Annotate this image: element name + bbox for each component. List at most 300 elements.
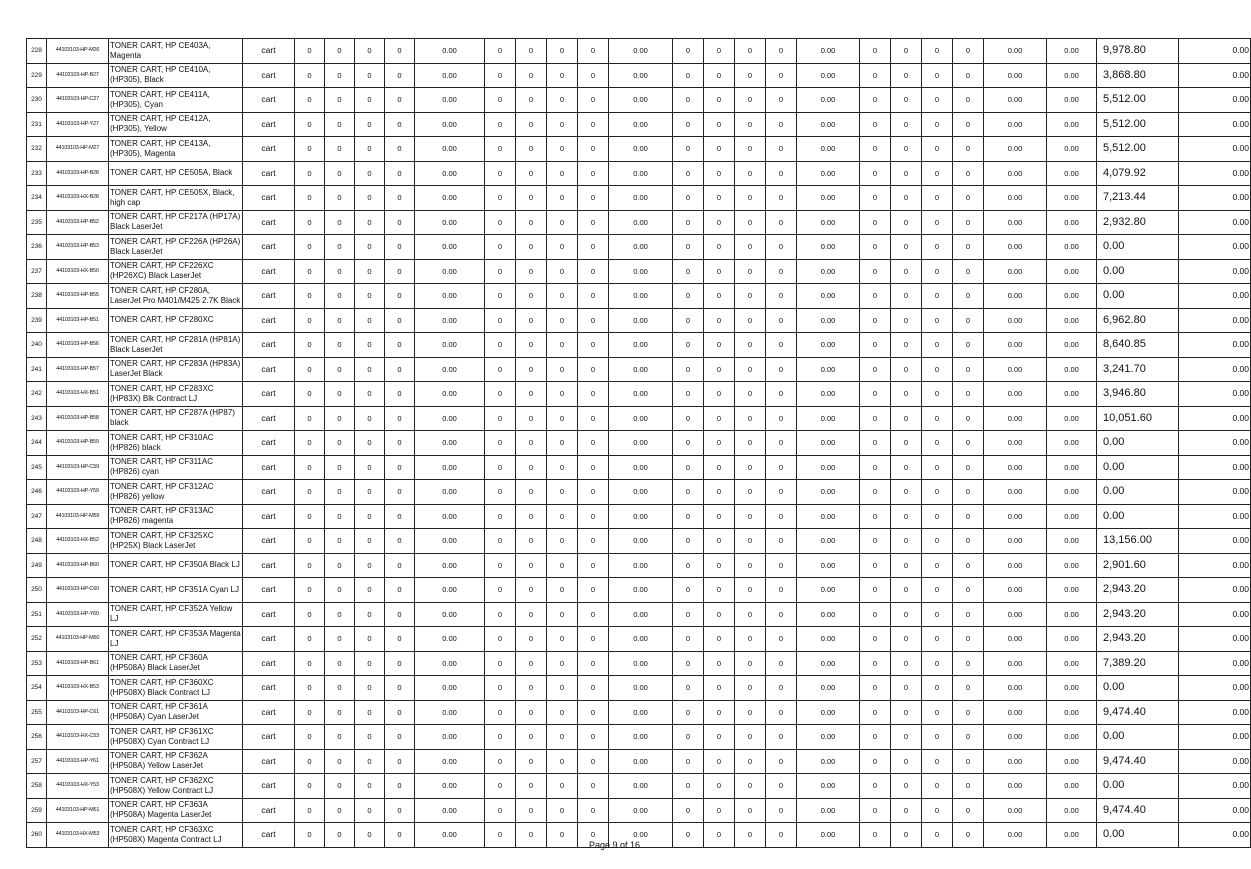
amount-cell: 0.00: [984, 284, 1047, 309]
qty-cell: 0: [735, 431, 766, 456]
item-code: 44103103-HX-Y53: [47, 774, 109, 799]
qty-cell: 0: [295, 112, 325, 137]
amount-cell: 0.00: [797, 602, 860, 627]
amount-cell: 0.00: [415, 578, 485, 603]
qty-cell: 0: [891, 529, 922, 554]
qty-cell: 0: [860, 774, 891, 799]
qty-cell: 0: [860, 504, 891, 529]
amount-cell: 0.00: [797, 235, 860, 260]
qty-cell: 0: [953, 602, 984, 627]
amount-cell: 0.00: [415, 798, 485, 823]
qty-cell: 0: [953, 798, 984, 823]
qty-cell: 0: [547, 578, 578, 603]
qty-cell: 0: [578, 382, 609, 407]
unit-price: 6,962.80: [1097, 308, 1179, 333]
table-row: [27, 357, 1251, 382]
qty-cell: 0: [355, 112, 385, 137]
qty-cell: 0: [673, 284, 704, 309]
qty-cell: 0: [953, 357, 984, 382]
amount-cell: 0.00: [797, 63, 860, 88]
qty-cell: 0: [735, 112, 766, 137]
qty-cell: 0: [922, 676, 953, 701]
qty-cell: 0: [385, 161, 415, 186]
row-number: 256: [27, 725, 47, 750]
item-description: TONER CART, HP CF312AC (HP826) yellow: [109, 480, 243, 505]
qty-cell: 0: [735, 480, 766, 505]
table-row: [27, 333, 1251, 358]
row-number: 247: [27, 504, 47, 529]
qty-cell: 0: [295, 88, 325, 113]
table-row: [27, 161, 1251, 186]
total-amount-cell: 0.00: [1179, 651, 1251, 676]
row-number: 246: [27, 480, 47, 505]
qty-cell: 0: [953, 480, 984, 505]
item-description: TONER CART, HP CF350A Black LJ: [109, 553, 243, 578]
amount-cell: 0.00: [797, 823, 860, 848]
unit-price: 2,932.80: [1097, 210, 1179, 235]
qty-cell: 0: [922, 357, 953, 382]
qty-cell: 0: [385, 480, 415, 505]
qty-cell: 0: [485, 602, 516, 627]
qty-cell: 0: [766, 112, 797, 137]
qty-cell: 0: [385, 308, 415, 333]
qty-cell: 0: [735, 676, 766, 701]
qty-cell: 0: [673, 480, 704, 505]
qty-cell: 0: [325, 651, 355, 676]
qty-cell: 0: [578, 749, 609, 774]
qty-cell: 0: [355, 749, 385, 774]
amount-cell: 0.00: [415, 431, 485, 456]
amount-cell: 0.00: [609, 161, 673, 186]
qty-cell: 0: [385, 235, 415, 260]
qty-cell: 0: [385, 455, 415, 480]
amount-cell: 0.00: [984, 63, 1047, 88]
qty-cell: 0: [578, 259, 609, 284]
qty-cell: 0: [766, 137, 797, 162]
qty-cell: 0: [891, 455, 922, 480]
qty-cell: 0: [766, 602, 797, 627]
qty-cell: 0: [673, 725, 704, 750]
amount-cell: 0.00: [984, 357, 1047, 382]
qty-cell: 0: [766, 725, 797, 750]
unit-of-measure: cart: [243, 480, 295, 505]
qty-cell: 0: [704, 161, 735, 186]
qty-cell: 0: [673, 137, 704, 162]
row-number: 243: [27, 406, 47, 431]
qty-cell: 0: [485, 700, 516, 725]
qty-cell: 0: [325, 88, 355, 113]
qty-cell: 0: [325, 578, 355, 603]
qty-cell: 0: [385, 504, 415, 529]
item-description: TONER CART, HP CF226XC (HP26XC) Black LaserJet: [109, 259, 243, 284]
total-amount-cell: 0.00: [1179, 382, 1251, 407]
amount-cell: 0.00: [797, 161, 860, 186]
qty-cell: 0: [922, 749, 953, 774]
qty-cell: 0: [704, 823, 735, 848]
qty-cell: 0: [953, 700, 984, 725]
qty-cell: 0: [891, 578, 922, 603]
qty-cell: 0: [578, 186, 609, 211]
qty-cell: 0: [516, 308, 547, 333]
unit-price: 2,943.20: [1097, 578, 1179, 603]
qty-cell: 0: [704, 112, 735, 137]
qty-cell: 0: [516, 235, 547, 260]
amount-cell: 0.00: [984, 651, 1047, 676]
qty-cell: 0: [891, 725, 922, 750]
qty-cell: 0: [355, 308, 385, 333]
amount-cell: 0.00: [415, 259, 485, 284]
qty-cell: 0: [735, 137, 766, 162]
qty-cell: 0: [325, 235, 355, 260]
qty-cell: 0: [485, 161, 516, 186]
qty-cell: 0: [860, 725, 891, 750]
qty-cell: 0: [578, 823, 609, 848]
qty-cell: 0: [922, 725, 953, 750]
qty-cell: 0: [516, 676, 547, 701]
qty-cell: 0: [735, 406, 766, 431]
item-description: TONER CART, HP CF313AC (HP826) magenta: [109, 504, 243, 529]
amount-cell: 0.00: [984, 406, 1047, 431]
amount-cell: 0.00: [609, 798, 673, 823]
qty-cell: 0: [766, 455, 797, 480]
amount-cell: 0.00: [797, 137, 860, 162]
qty-cell: 0: [547, 63, 578, 88]
total-qty-cell: 0.00: [1047, 480, 1097, 505]
qty-cell: 0: [922, 578, 953, 603]
qty-cell: 0: [922, 651, 953, 676]
qty-cell: 0: [891, 431, 922, 456]
item-description: TONER CART, HP CF351A Cyan LJ: [109, 578, 243, 603]
qty-cell: 0: [891, 676, 922, 701]
amount-cell: 0.00: [984, 627, 1047, 652]
amount-cell: 0.00: [797, 284, 860, 309]
item-description: TONER CART, HP CF362XC (HP508X) Yellow Contract LJ: [109, 774, 243, 799]
qty-cell: 0: [891, 235, 922, 260]
qty-cell: 0: [673, 235, 704, 260]
qty-cell: 0: [735, 553, 766, 578]
qty-cell: 0: [355, 676, 385, 701]
qty-cell: 0: [735, 504, 766, 529]
qty-cell: 0: [485, 63, 516, 88]
amount-cell: 0.00: [609, 308, 673, 333]
qty-cell: 0: [735, 798, 766, 823]
total-qty-cell: 0.00: [1047, 284, 1097, 309]
qty-cell: 0: [325, 39, 355, 64]
qty-cell: 0: [516, 259, 547, 284]
qty-cell: 0: [891, 553, 922, 578]
qty-cell: 0: [735, 161, 766, 186]
table-row: [27, 798, 1251, 823]
unit-of-measure: cart: [243, 627, 295, 652]
qty-cell: 0: [578, 88, 609, 113]
qty-cell: 0: [385, 88, 415, 113]
qty-cell: 0: [766, 210, 797, 235]
qty-cell: 0: [704, 431, 735, 456]
item-description: TONER CART, HP CE403A, Magenta: [109, 39, 243, 64]
unit-price: 9,474.40: [1097, 700, 1179, 725]
qty-cell: 0: [355, 700, 385, 725]
table-row: [27, 112, 1251, 137]
qty-cell: 0: [325, 700, 355, 725]
qty-cell: 0: [355, 284, 385, 309]
amount-cell: 0.00: [984, 431, 1047, 456]
qty-cell: 0: [735, 39, 766, 64]
qty-cell: 0: [578, 774, 609, 799]
qty-cell: 0: [673, 186, 704, 211]
item-code: 44103103-HP-C27: [47, 88, 109, 113]
table-row: [27, 676, 1251, 701]
item-description: TONER CART, HP CF283XC (HP83X) Blk Contract LJ: [109, 382, 243, 407]
qty-cell: 0: [578, 529, 609, 554]
qty-cell: 0: [485, 774, 516, 799]
qty-cell: 0: [766, 798, 797, 823]
amount-cell: 0.00: [984, 725, 1047, 750]
qty-cell: 0: [516, 406, 547, 431]
unit-of-measure: cart: [243, 308, 295, 333]
qty-cell: 0: [891, 504, 922, 529]
item-description: TONER CART, HP CF361XC (HP508X) Cyan Contract LJ: [109, 725, 243, 750]
row-number: 232: [27, 137, 47, 162]
row-number: 254: [27, 676, 47, 701]
amount-cell: 0.00: [609, 88, 673, 113]
total-qty-cell: 0.00: [1047, 455, 1097, 480]
table-row: [27, 480, 1251, 505]
qty-cell: 0: [485, 259, 516, 284]
amount-cell: 0.00: [415, 725, 485, 750]
qty-cell: 0: [578, 308, 609, 333]
qty-cell: 0: [860, 529, 891, 554]
qty-cell: 0: [953, 333, 984, 358]
qty-cell: 0: [578, 406, 609, 431]
qty-cell: 0: [735, 382, 766, 407]
qty-cell: 0: [385, 357, 415, 382]
total-qty-cell: 0.00: [1047, 504, 1097, 529]
qty-cell: 0: [860, 259, 891, 284]
qty-cell: 0: [922, 333, 953, 358]
unit-price: 5,512.00: [1097, 137, 1179, 162]
qty-cell: 0: [673, 112, 704, 137]
total-qty-cell: 0.00: [1047, 700, 1097, 725]
qty-cell: 0: [766, 700, 797, 725]
qty-cell: 0: [295, 627, 325, 652]
row-number: 253: [27, 651, 47, 676]
amount-cell: 0.00: [609, 112, 673, 137]
amount-cell: 0.00: [797, 480, 860, 505]
table-row: [27, 186, 1251, 211]
qty-cell: 0: [922, 504, 953, 529]
item-code: 44103103-HP-M59: [47, 504, 109, 529]
qty-cell: 0: [766, 774, 797, 799]
amount-cell: 0.00: [415, 676, 485, 701]
qty-cell: 0: [704, 749, 735, 774]
total-amount-cell: 0.00: [1179, 406, 1251, 431]
table-row: [27, 382, 1251, 407]
unit-price: 0.00: [1097, 480, 1179, 505]
qty-cell: 0: [673, 161, 704, 186]
row-number: 231: [27, 112, 47, 137]
qty-cell: 0: [766, 504, 797, 529]
item-code: 44103103-HP-M61: [47, 798, 109, 823]
amount-cell: 0.00: [797, 749, 860, 774]
total-qty-cell: 0.00: [1047, 725, 1097, 750]
qty-cell: 0: [578, 676, 609, 701]
amount-cell: 0.00: [797, 504, 860, 529]
amount-cell: 0.00: [797, 774, 860, 799]
qty-cell: 0: [673, 529, 704, 554]
qty-cell: 0: [735, 774, 766, 799]
item-code: 44103103-HP-B59: [47, 431, 109, 456]
item-code: 44103103-HP-B51: [47, 308, 109, 333]
amount-cell: 0.00: [984, 382, 1047, 407]
qty-cell: 0: [578, 651, 609, 676]
qty-cell: 0: [547, 333, 578, 358]
qty-cell: 0: [325, 627, 355, 652]
item-description: TONER CART, HP CF217A (HP17A) Black LaserJet: [109, 210, 243, 235]
qty-cell: 0: [673, 259, 704, 284]
amount-cell: 0.00: [415, 406, 485, 431]
qty-cell: 0: [704, 651, 735, 676]
amount-cell: 0.00: [797, 88, 860, 113]
amount-cell: 0.00: [984, 774, 1047, 799]
total-qty-cell: 0.00: [1047, 63, 1097, 88]
qty-cell: 0: [673, 431, 704, 456]
qty-cell: 0: [385, 382, 415, 407]
qty-cell: 0: [891, 39, 922, 64]
qty-cell: 0: [891, 88, 922, 113]
amount-cell: 0.00: [984, 480, 1047, 505]
qty-cell: 0: [673, 700, 704, 725]
unit-of-measure: cart: [243, 676, 295, 701]
amount-cell: 0.00: [797, 700, 860, 725]
qty-cell: 0: [891, 63, 922, 88]
qty-cell: 0: [953, 63, 984, 88]
amount-cell: 0.00: [797, 578, 860, 603]
qty-cell: 0: [516, 578, 547, 603]
qty-cell: 0: [485, 553, 516, 578]
total-qty-cell: 0.00: [1047, 161, 1097, 186]
unit-price: 2,943.20: [1097, 602, 1179, 627]
qty-cell: 0: [485, 112, 516, 137]
amount-cell: 0.00: [415, 308, 485, 333]
amount-cell: 0.00: [609, 210, 673, 235]
qty-cell: 0: [355, 333, 385, 358]
amount-cell: 0.00: [415, 284, 485, 309]
qty-cell: 0: [325, 63, 355, 88]
qty-cell: 0: [325, 186, 355, 211]
qty-cell: 0: [485, 651, 516, 676]
item-description: TONER CART, HP CF363XC (HP508X) Magenta Contract LJ: [109, 823, 243, 848]
row-number: 237: [27, 259, 47, 284]
qty-cell: 0: [578, 798, 609, 823]
unit-price: 3,241.70: [1097, 357, 1179, 382]
qty-cell: 0: [953, 186, 984, 211]
total-amount-cell: 0.00: [1179, 725, 1251, 750]
amount-cell: 0.00: [609, 259, 673, 284]
table-row: [27, 529, 1251, 554]
qty-cell: 0: [485, 333, 516, 358]
item-code: 44103103-HP-M27: [47, 137, 109, 162]
qty-cell: 0: [295, 210, 325, 235]
qty-cell: 0: [516, 210, 547, 235]
row-number: 240: [27, 333, 47, 358]
qty-cell: 0: [735, 823, 766, 848]
qty-cell: 0: [516, 284, 547, 309]
item-description: TONER CART, HP CE505X, Black, high cap: [109, 186, 243, 211]
item-code: 44103103-HX-B52: [47, 529, 109, 554]
total-qty-cell: 0.00: [1047, 529, 1097, 554]
qty-cell: 0: [547, 455, 578, 480]
qty-cell: 0: [735, 63, 766, 88]
qty-cell: 0: [735, 308, 766, 333]
qty-cell: 0: [295, 161, 325, 186]
qty-cell: 0: [860, 112, 891, 137]
unit-of-measure: cart: [243, 406, 295, 431]
item-description: TONER CART, HP CE410A, (HP305), Black: [109, 63, 243, 88]
qty-cell: 0: [673, 774, 704, 799]
qty-cell: 0: [922, 480, 953, 505]
item-code: 44103103-HP-B55: [47, 284, 109, 309]
qty-cell: 0: [385, 39, 415, 64]
qty-cell: 0: [891, 700, 922, 725]
amount-cell: 0.00: [415, 651, 485, 676]
qty-cell: 0: [704, 798, 735, 823]
qty-cell: 0: [704, 529, 735, 554]
qty-cell: 0: [673, 406, 704, 431]
qty-cell: 0: [860, 578, 891, 603]
amount-cell: 0.00: [415, 357, 485, 382]
amount-cell: 0.00: [415, 39, 485, 64]
table-row: [27, 39, 1251, 64]
qty-cell: 0: [953, 112, 984, 137]
qty-cell: 0: [766, 480, 797, 505]
qty-cell: 0: [516, 504, 547, 529]
qty-cell: 0: [485, 529, 516, 554]
unit-price: 0.00: [1097, 235, 1179, 260]
qty-cell: 0: [578, 235, 609, 260]
qty-cell: 0: [295, 602, 325, 627]
amount-cell: 0.00: [415, 112, 485, 137]
qty-cell: 0: [673, 455, 704, 480]
table-row: [27, 210, 1251, 235]
amount-cell: 0.00: [609, 700, 673, 725]
item-description: TONER CART, HP CF360XC (HP508X) Black Contract LJ: [109, 676, 243, 701]
item-code: 44103103-HX-B28: [47, 186, 109, 211]
table-row: [27, 284, 1251, 309]
qty-cell: 0: [673, 308, 704, 333]
amount-cell: 0.00: [609, 627, 673, 652]
qty-cell: 0: [355, 651, 385, 676]
qty-cell: 0: [922, 186, 953, 211]
qty-cell: 0: [547, 823, 578, 848]
qty-cell: 0: [673, 63, 704, 88]
qty-cell: 0: [704, 186, 735, 211]
qty-cell: 0: [485, 749, 516, 774]
total-qty-cell: 0.00: [1047, 627, 1097, 652]
row-number: 233: [27, 161, 47, 186]
qty-cell: 0: [673, 602, 704, 627]
item-description: TONER CART, HP CF363A (HP508A) Magenta LaserJet: [109, 798, 243, 823]
total-amount-cell: 0.00: [1179, 676, 1251, 701]
qty-cell: 0: [766, 749, 797, 774]
qty-cell: 0: [385, 406, 415, 431]
total-amount-cell: 0.00: [1179, 627, 1251, 652]
qty-cell: 0: [766, 382, 797, 407]
unit-of-measure: cart: [243, 774, 295, 799]
unit-of-measure: cart: [243, 725, 295, 750]
qty-cell: 0: [578, 210, 609, 235]
total-qty-cell: 0.00: [1047, 186, 1097, 211]
qty-cell: 0: [704, 382, 735, 407]
